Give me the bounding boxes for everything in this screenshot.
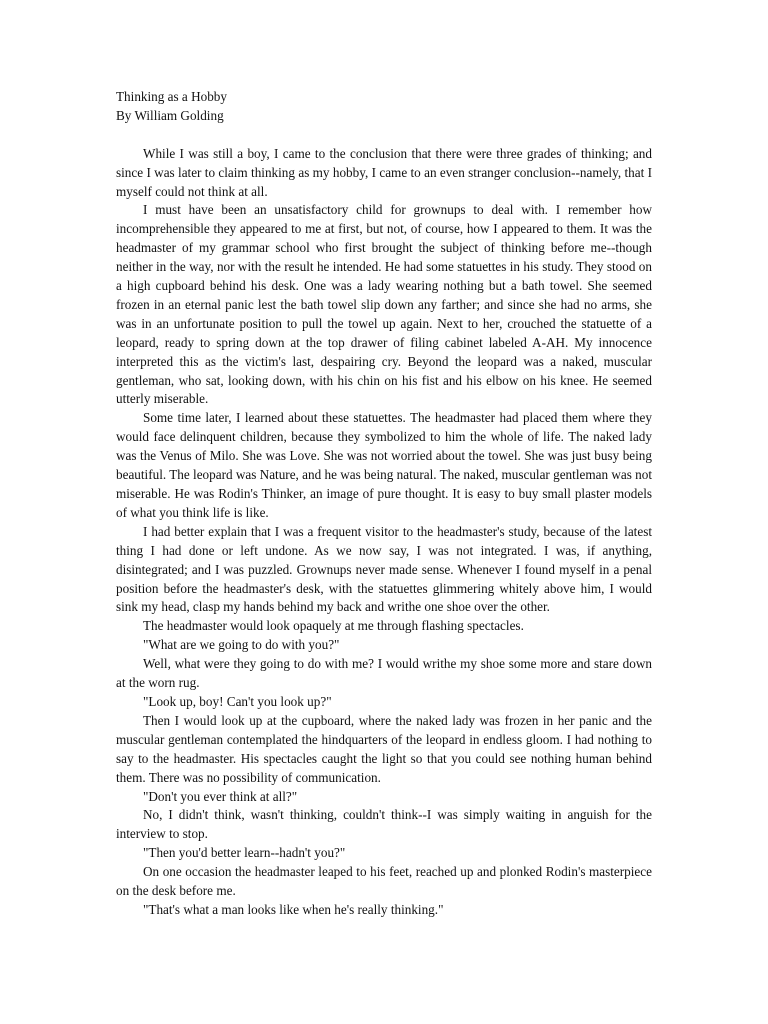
title-block (116, 88, 652, 126)
paragraph-12: "Then you'd better learn--hadn't you?" (143, 845, 346, 861)
paragraph-2: I must have been an unsatisfactory child for grownups to deal with. I remember how incomprehensible they appeared to me at first, but not, of course, how I appeared to them. It was the headmaster of my grammar school who first brought the subject of thinking before me--though neither in the way, nor with the result he intended. He had some statuettes in his study. They stood on a high cupboard behind his desk. One was a lady wearing nothing but a bath towel. She seemed frozen in an eternal panic lest the bath towel slip down any farther; and since she had no arms, she was in an unfortunate position to pull the towel up again. Next to her, crouched the statuette of a leopard, ready to spring down at the top drawer of filing cabinet labeled A-AH. My innocence interpreted this as the victim's last, despairing cry. Beyond the leopard was a naked, muscular gentleman, who sat, looking down, with his chin on his fist and his elbow on his knee. He seemed utterly miserable. (116, 202, 652, 407)
paragraph-9: Then I would look up at the cupboard, where the naked lady was frozen in her panic and the muscular gentleman contemplated the hindquarters of the leopard in endless gloom. I had nothing to say to the headmaster. His spectacles caught the light so that you could see nothing human behind them. There was no possibility of communication. (116, 712, 652, 785)
paragraph-6: "What are we going to do with you?" (143, 637, 340, 653)
document-page (116, 88, 652, 920)
paragraph-14: "That's what a man looks like when he's really thinking." (143, 901, 444, 917)
paragraph-8: "Look up, boy! Can't you look up?" (143, 693, 332, 709)
paragraph-10: "Don't you ever think at all?" (143, 788, 298, 804)
paragraph-5: The headmaster would look opaquely at me through flashing spectacles. (143, 618, 524, 634)
paragraph-3: Some time later, I learned about these statuettes. The headmaster had placed them where they would face delinquent children, because they symbolized to him the whole of life. The naked lady was the Venus of Milo. She was Love. She was not worried about the towel. She was just busy being beautiful. The leopard was Nature, and he was being natural. The naked, muscular gentleman was not miserable. He was Rodin's Thinker, an image of pure thought. It is easy to buy small plaster models of what you think life is like. (116, 410, 652, 520)
document-byline: By William Golding (116, 107, 224, 123)
paragraph-7: Well, what were they going to do with me? I would writhe my shoe some more and stare down at the worn rug. (116, 656, 652, 691)
paragraph-11: No, I didn't think, wasn't thinking, couldn't think--I was simply waiting in anguish for the interview to stop. (116, 807, 652, 842)
paragraph-13: On one occasion the headmaster leaped to his feet, reached up and plonked Rodin's masterpiece on the desk before me. (116, 864, 652, 899)
document-title: Thinking as a Hobby (116, 89, 227, 104)
paragraph-1: While I was still a boy, I came to the conclusion that there were three grades of thinking; and since I was later to claim thinking as my hobby, I came to an even stranger conclusion--namely, that I myself could not think at all. (116, 145, 652, 199)
paragraph-4: I had better explain that I was a frequent visitor to the headmaster's study, because of the latest thing I had done or left undone. As we now say, I was not integrated. I was, if anything, disintegrated; and I was puzzled. Grownups never made sense. Whenever I found myself in a penal position before the headmaster's desk, with the statuettes glimmering whitely above him, I would sink my head, clasp my hands behind my back and writhe one shoe over the other. (116, 523, 652, 615)
